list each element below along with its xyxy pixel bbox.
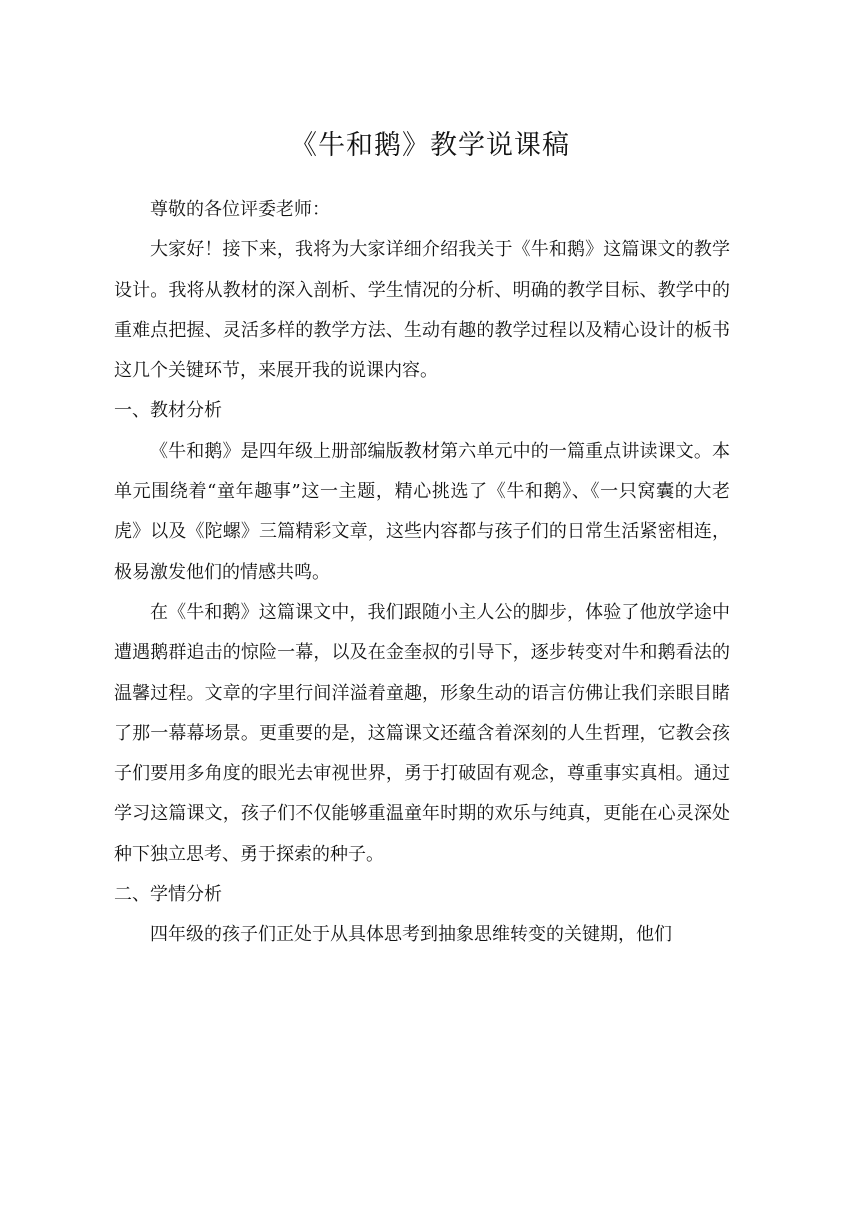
section-heading-textbook-analysis: 一、教材分析 bbox=[114, 400, 222, 422]
intro-paragraph: 大家好！接下来，我将为大家详细介绍我关于《牛和鹅》这篇课文的教学设计。我将从教材的深入剖析、学生情况的分析、明确的教学目标、教学中的重难点把握、灵活多样的教学方法、生动有趣的教学过程以及精心设计的板书这几个关键环节，来展开我的说课内容。 bbox=[114, 239, 730, 382]
student-analysis-paragraph-1: 四年级的孩子们正处于从具体思考到抽象思维转变的关键期，他们 bbox=[150, 924, 672, 946]
document-body bbox=[114, 190, 730, 956]
textbook-analysis-paragraph-1: 《牛和鹅》是四年级上册部编版教材第六单元中的一篇重点讲读课文。本单元围绕着“童年趣事”这一主题，精心挑选了《牛和鹅》、《一只窝囊的大老虎》以及《陀螺》三篇精彩文章，这些内容都与孩子们的日常生活紧密相连，极易激发他们的情感共鸣。 bbox=[114, 440, 730, 583]
section-heading-student-analysis: 二、学情分析 bbox=[114, 884, 222, 906]
document-title: 《牛和鹅》教学说课稿 bbox=[290, 130, 570, 161]
salutation: 尊敬的各位评委老师： bbox=[150, 199, 330, 220]
textbook-analysis-paragraph-2: 在《牛和鹅》这篇课文中，我们跟随小主人公的脚步，体验了他放学途中遭遇鹅群追击的惊险一幕，以及在金奎叔的引导下，逐步转变对牛和鹅看法的温馨过程。文章的字里行间洋溢着童趣，形象生动的语言仿佛让我们亲眼目睹了那一幕幕场景。更重要的是，这篇课文还蕴含着深刻的人生哲理，它教会孩子们要用多角度的眼光去审视世界，勇于打破固有观念，尊重事实真相。通过学习这篇课文，孩子们不仅能够重温童年时期的欢乐与纯真，更能在心灵深处种下独立思考、勇于探索的种子。 bbox=[114, 601, 730, 865]
